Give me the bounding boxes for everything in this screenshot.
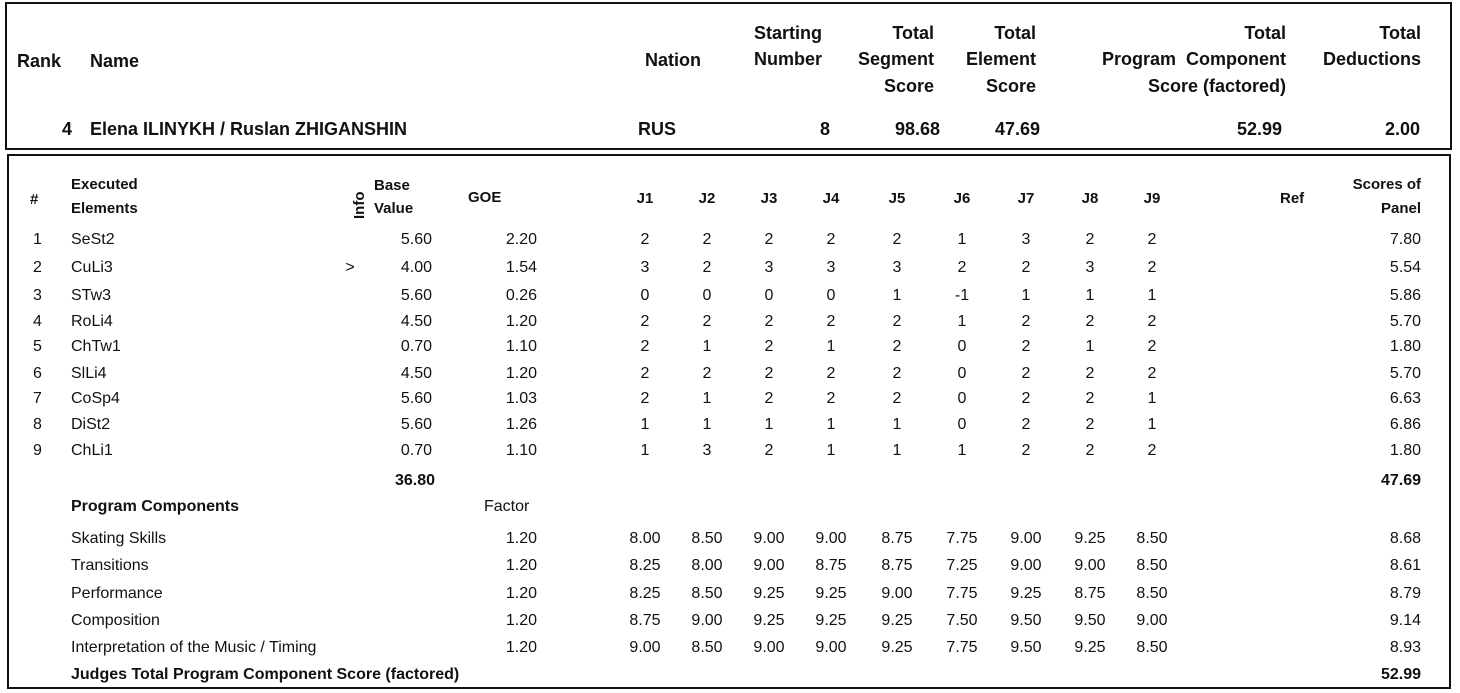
element-goe: 1.26 [505, 416, 537, 433]
element-panel-score: 5.70 [1389, 313, 1421, 330]
element-judge-score: 2 [892, 390, 902, 407]
component-factor: 1.20 [505, 557, 537, 574]
element-judge-score: 1 [702, 416, 712, 433]
elements-num-header: # [30, 191, 39, 208]
element-panel-score: 7.80 [1389, 231, 1421, 248]
element-panel-score: 5.54 [1389, 259, 1421, 276]
component-judge-score: 9.00 [815, 639, 847, 656]
component-judge-score: 8.75 [881, 530, 913, 547]
element-judge-score: 0 [826, 287, 836, 304]
component-judge-score: 9.00 [1074, 557, 1106, 574]
element-judge-score: 2 [1147, 231, 1157, 248]
component-judge-score: 9.00 [629, 639, 661, 656]
element-judge-score: 2 [1147, 338, 1157, 355]
element-judge-score: 3 [702, 442, 712, 459]
component-judge-score: 9.25 [881, 612, 913, 629]
element-name: SeSt2 [71, 231, 115, 248]
component-judge-score: 8.50 [1136, 530, 1168, 547]
element-judge-score: 2 [1085, 390, 1095, 407]
element-judge-score: 1 [1085, 338, 1095, 355]
element-judge-score: 2 [702, 365, 712, 382]
detail-box [7, 154, 1451, 689]
starting-number-label-1: Starting [753, 23, 822, 43]
component-name: Skating Skills [71, 530, 167, 547]
component-judge-score: 9.50 [1010, 612, 1042, 629]
element-judge-score: 2 [826, 231, 836, 248]
tss-label-3: Score [883, 76, 934, 96]
element-base-value: 5.60 [400, 390, 432, 407]
element-judge-score: 0 [957, 338, 967, 355]
tss-label-2: Segment [857, 49, 934, 69]
element-judge-score: 2 [1147, 365, 1157, 382]
skater-tes: 47.69 [994, 119, 1040, 139]
component-judge-score: 9.00 [1136, 612, 1168, 629]
component-judge-score: 9.25 [815, 612, 847, 629]
element-judge-score: 3 [892, 259, 902, 276]
element-judge-score: 0 [640, 287, 650, 304]
element-judge-score: 2 [702, 259, 712, 276]
goe-header: GOE [468, 189, 502, 206]
element-judge-score: 2 [1147, 313, 1157, 330]
skater-pcs: 52.99 [1236, 119, 1282, 139]
element-name: CoSp4 [71, 390, 120, 407]
element-judge-score: 2 [764, 390, 774, 407]
component-panel-score: 8.93 [1389, 639, 1421, 656]
element-judge-score: 2 [1085, 416, 1095, 433]
element-judge-score: 1 [640, 416, 650, 433]
component-name: Transitions [71, 557, 149, 574]
element-judge-score: 2 [892, 338, 902, 355]
element-judge-score: 2 [826, 313, 836, 330]
element-judge-score: 3 [640, 259, 650, 276]
elements-total: 47.69 [1380, 472, 1421, 489]
rank-label: Rank [17, 51, 62, 71]
element-num: 7 [33, 390, 42, 407]
element-name: SlLi4 [71, 365, 107, 382]
component-judge-score: 9.25 [1074, 639, 1106, 656]
element-num: 3 [33, 287, 42, 304]
element-judge-score: 2 [1147, 442, 1157, 459]
element-name: ChTw1 [71, 338, 121, 355]
element-base-value: 5.60 [400, 231, 432, 248]
element-base-value: 0.70 [400, 442, 432, 459]
executed-header-2: Elements [71, 200, 138, 217]
element-goe: 1.20 [505, 313, 537, 330]
element-judge-score: 3 [764, 259, 774, 276]
component-factor: 1.20 [505, 585, 537, 602]
element-num: 8 [33, 416, 42, 433]
skater-tss: 98.68 [894, 119, 940, 139]
element-judge-score: 2 [1085, 365, 1095, 382]
panel-header-2: Panel [1380, 200, 1421, 217]
judge-header-2: J2 [698, 190, 716, 207]
element-judge-score: 1 [1147, 287, 1157, 304]
skater-name: Elena ILINYKH / Ruslan ZHIGANSHIN [90, 119, 408, 139]
element-judge-score: 2 [1021, 338, 1031, 355]
element-judge-score: 2 [1085, 231, 1095, 248]
component-judge-score: 8.25 [629, 585, 661, 602]
component-factor: 1.20 [505, 639, 537, 656]
component-judge-score: 8.75 [881, 557, 913, 574]
component-judge-score: 9.50 [1010, 639, 1042, 656]
element-judge-score: 1 [892, 287, 902, 304]
element-judge-score: 1 [1147, 390, 1157, 407]
component-name: Performance [71, 585, 163, 602]
element-judge-score: 1 [892, 442, 902, 459]
element-panel-score: 5.70 [1389, 365, 1421, 382]
element-info: > [345, 259, 355, 276]
element-judge-score: 3 [1085, 259, 1095, 276]
component-judge-score: 7.50 [946, 612, 978, 629]
element-goe: 1.54 [505, 259, 537, 276]
element-judge-score: 1 [764, 416, 774, 433]
element-judge-score: 2 [826, 365, 836, 382]
element-judge-score: 1 [957, 442, 967, 459]
element-judge-score: 1 [1085, 287, 1095, 304]
component-judge-score: 8.50 [1136, 557, 1168, 574]
element-judge-score: 0 [764, 287, 774, 304]
component-judge-score: 9.25 [753, 612, 785, 629]
element-base-value: 5.60 [400, 416, 432, 433]
ded-label-2: Deductions [1322, 49, 1421, 69]
judge-header-1: J1 [636, 190, 654, 207]
element-goe: 1.10 [505, 442, 537, 459]
element-judge-score: 2 [640, 231, 650, 248]
element-base-value: 4.00 [400, 259, 432, 276]
element-judge-score: 1 [957, 313, 967, 330]
element-judge-score: 1 [1021, 287, 1031, 304]
element-name: ChLi1 [71, 442, 113, 459]
element-judge-score: -1 [954, 287, 970, 304]
element-base-value: 4.50 [400, 365, 432, 382]
element-num: 9 [33, 442, 42, 459]
element-judge-score: 2 [892, 313, 902, 330]
element-judge-score: 2 [640, 313, 650, 330]
element-judge-score: 2 [1021, 390, 1031, 407]
component-judge-score: 7.25 [946, 557, 978, 574]
judge-header-7: J7 [1017, 190, 1035, 207]
judge-header-3: J3 [760, 190, 778, 207]
judge-header-6: J6 [953, 190, 971, 207]
component-judge-score: 9.00 [1010, 557, 1042, 574]
element-judge-score: 2 [1147, 259, 1157, 276]
panel-header-1: Scores of [1352, 176, 1421, 193]
component-judge-score: 8.00 [629, 530, 661, 547]
element-judge-score: 2 [1021, 313, 1031, 330]
element-judge-score: 2 [640, 365, 650, 382]
component-judge-score: 9.25 [881, 639, 913, 656]
element-base-value: 4.50 [400, 313, 432, 330]
component-panel-score: 8.79 [1389, 585, 1421, 602]
element-judge-score: 0 [957, 365, 967, 382]
element-judge-score: 0 [957, 416, 967, 433]
element-judge-score: 2 [764, 231, 774, 248]
component-judge-score: 9.00 [1010, 530, 1042, 547]
element-judge-score: 2 [1021, 259, 1031, 276]
component-judge-score: 9.50 [1074, 612, 1106, 629]
element-panel-score: 1.80 [1389, 442, 1421, 459]
element-judge-score: 2 [1021, 416, 1031, 433]
element-name: DiSt2 [71, 416, 111, 433]
element-judge-score: 2 [1021, 365, 1031, 382]
pcs-label-2: Program Component [1101, 49, 1286, 69]
element-judge-score: 3 [1021, 231, 1031, 248]
element-judge-score: 2 [957, 259, 967, 276]
component-judge-score: 9.25 [815, 585, 847, 602]
element-judge-score: 1 [826, 338, 836, 355]
element-judge-score: 2 [764, 313, 774, 330]
element-judge-score: 1 [702, 338, 712, 355]
element-panel-score: 6.86 [1389, 416, 1421, 433]
base-header-1: Base [374, 177, 410, 194]
component-judge-score: 8.25 [629, 557, 661, 574]
skater-deductions: 2.00 [1384, 119, 1420, 139]
starting-number-label-2: Number [753, 49, 822, 69]
element-goe: 1.10 [505, 338, 537, 355]
element-name: CuLi3 [71, 259, 113, 276]
component-judge-score: 9.00 [753, 557, 785, 574]
judge-header-9: J9 [1143, 190, 1161, 207]
element-judge-score: 2 [764, 338, 774, 355]
component-judge-score: 8.50 [691, 585, 723, 602]
element-judge-score: 1 [826, 442, 836, 459]
component-panel-score: 8.61 [1389, 557, 1421, 574]
element-num: 5 [33, 338, 42, 355]
component-judge-score: 9.00 [691, 612, 723, 629]
element-goe: 0.26 [505, 287, 537, 304]
component-judge-score: 9.00 [815, 530, 847, 547]
name-label: Name [90, 51, 140, 71]
element-name: RoLi4 [71, 313, 113, 330]
components-title: Program Components [71, 498, 240, 515]
element-judge-score: 2 [892, 231, 902, 248]
element-goe: 1.20 [505, 365, 537, 382]
component-panel-score: 9.14 [1389, 612, 1421, 629]
components-total: 52.99 [1380, 666, 1421, 683]
tes-label-2: Element [965, 49, 1036, 69]
component-name: Interpretation of the Music / Timing [71, 639, 317, 656]
element-judge-score: 0 [957, 390, 967, 407]
components-total-label: Judges Total Program Component Score (factored) [71, 666, 460, 683]
tss-label-1: Total [892, 23, 934, 43]
ref-header: Ref [1280, 190, 1305, 207]
element-judge-score: 2 [1085, 442, 1095, 459]
element-name: STw3 [71, 287, 112, 304]
element-panel-score: 1.80 [1389, 338, 1421, 355]
component-judge-score: 8.75 [1074, 585, 1106, 602]
factor-header: Factor [484, 498, 530, 515]
component-judge-score: 8.50 [691, 530, 723, 547]
component-judge-score: 8.50 [691, 639, 723, 656]
base-header-2: Value [374, 200, 414, 217]
component-judge-score: 9.00 [753, 639, 785, 656]
element-judge-score: 2 [826, 390, 836, 407]
skater-nation: RUS [638, 119, 677, 139]
component-judge-score: 8.75 [815, 557, 847, 574]
element-num: 1 [33, 231, 42, 248]
component-judge-score: 9.00 [881, 585, 913, 602]
pcs-label-1: Total [1244, 23, 1286, 43]
component-judge-score: 7.75 [946, 585, 978, 602]
nation-label: Nation [645, 50, 701, 70]
judge-header-8: J8 [1081, 190, 1099, 207]
component-judge-score: 8.50 [1136, 639, 1168, 656]
component-judge-score: 8.00 [691, 557, 723, 574]
component-judge-score: 7.75 [946, 530, 978, 547]
component-name: Composition [71, 612, 160, 629]
component-judge-score: 8.50 [1136, 585, 1168, 602]
element-judge-score: 1 [702, 390, 712, 407]
element-num: 4 [33, 313, 42, 330]
base-total: 36.80 [394, 472, 435, 489]
judge-header-4: J4 [822, 190, 840, 207]
element-judge-score: 1 [826, 416, 836, 433]
element-judge-score: 0 [702, 287, 712, 304]
component-judge-score: 9.25 [1074, 530, 1106, 547]
element-judge-score: 3 [826, 259, 836, 276]
element-num: 6 [33, 365, 42, 382]
ded-label-1: Total [1379, 23, 1421, 43]
element-judge-score: 2 [702, 313, 712, 330]
element-base-value: 0.70 [400, 338, 432, 355]
element-goe: 2.20 [505, 231, 537, 248]
element-judge-score: 2 [764, 365, 774, 382]
component-factor: 1.20 [505, 612, 537, 629]
element-base-value: 5.60 [400, 287, 432, 304]
element-judge-score: 2 [702, 231, 712, 248]
component-judge-score: 9.00 [753, 530, 785, 547]
element-judge-score: 1 [957, 231, 967, 248]
element-judge-score: 1 [640, 442, 650, 459]
tes-label-1: Total [994, 23, 1036, 43]
component-judge-score: 8.75 [629, 612, 661, 629]
skater-starting-number: 8 [819, 119, 830, 139]
judge-header-5: J5 [888, 190, 906, 207]
component-factor: 1.20 [505, 530, 537, 547]
component-panel-score: 8.68 [1389, 530, 1421, 547]
element-judge-score: 2 [764, 442, 774, 459]
element-judge-score: 1 [892, 416, 902, 433]
skater-rank: 4 [61, 119, 72, 139]
element-judge-score: 2 [640, 390, 650, 407]
element-panel-score: 5.86 [1389, 287, 1421, 304]
element-judge-score: 1 [1147, 416, 1157, 433]
info-header: Info [351, 191, 368, 219]
element-judge-score: 2 [892, 365, 902, 382]
element-judge-score: 2 [1085, 313, 1095, 330]
element-num: 2 [33, 259, 42, 276]
element-judge-score: 2 [640, 338, 650, 355]
component-judge-score: 7.75 [946, 639, 978, 656]
tes-label-3: Score [985, 76, 1036, 96]
executed-header-1: Executed [71, 176, 138, 193]
component-judge-score: 9.25 [1010, 585, 1042, 602]
pcs-label-3: Score (factored) [1147, 76, 1286, 96]
element-goe: 1.03 [505, 390, 537, 407]
element-judge-score: 2 [1021, 442, 1031, 459]
component-judge-score: 9.25 [753, 585, 785, 602]
element-panel-score: 6.63 [1389, 390, 1421, 407]
